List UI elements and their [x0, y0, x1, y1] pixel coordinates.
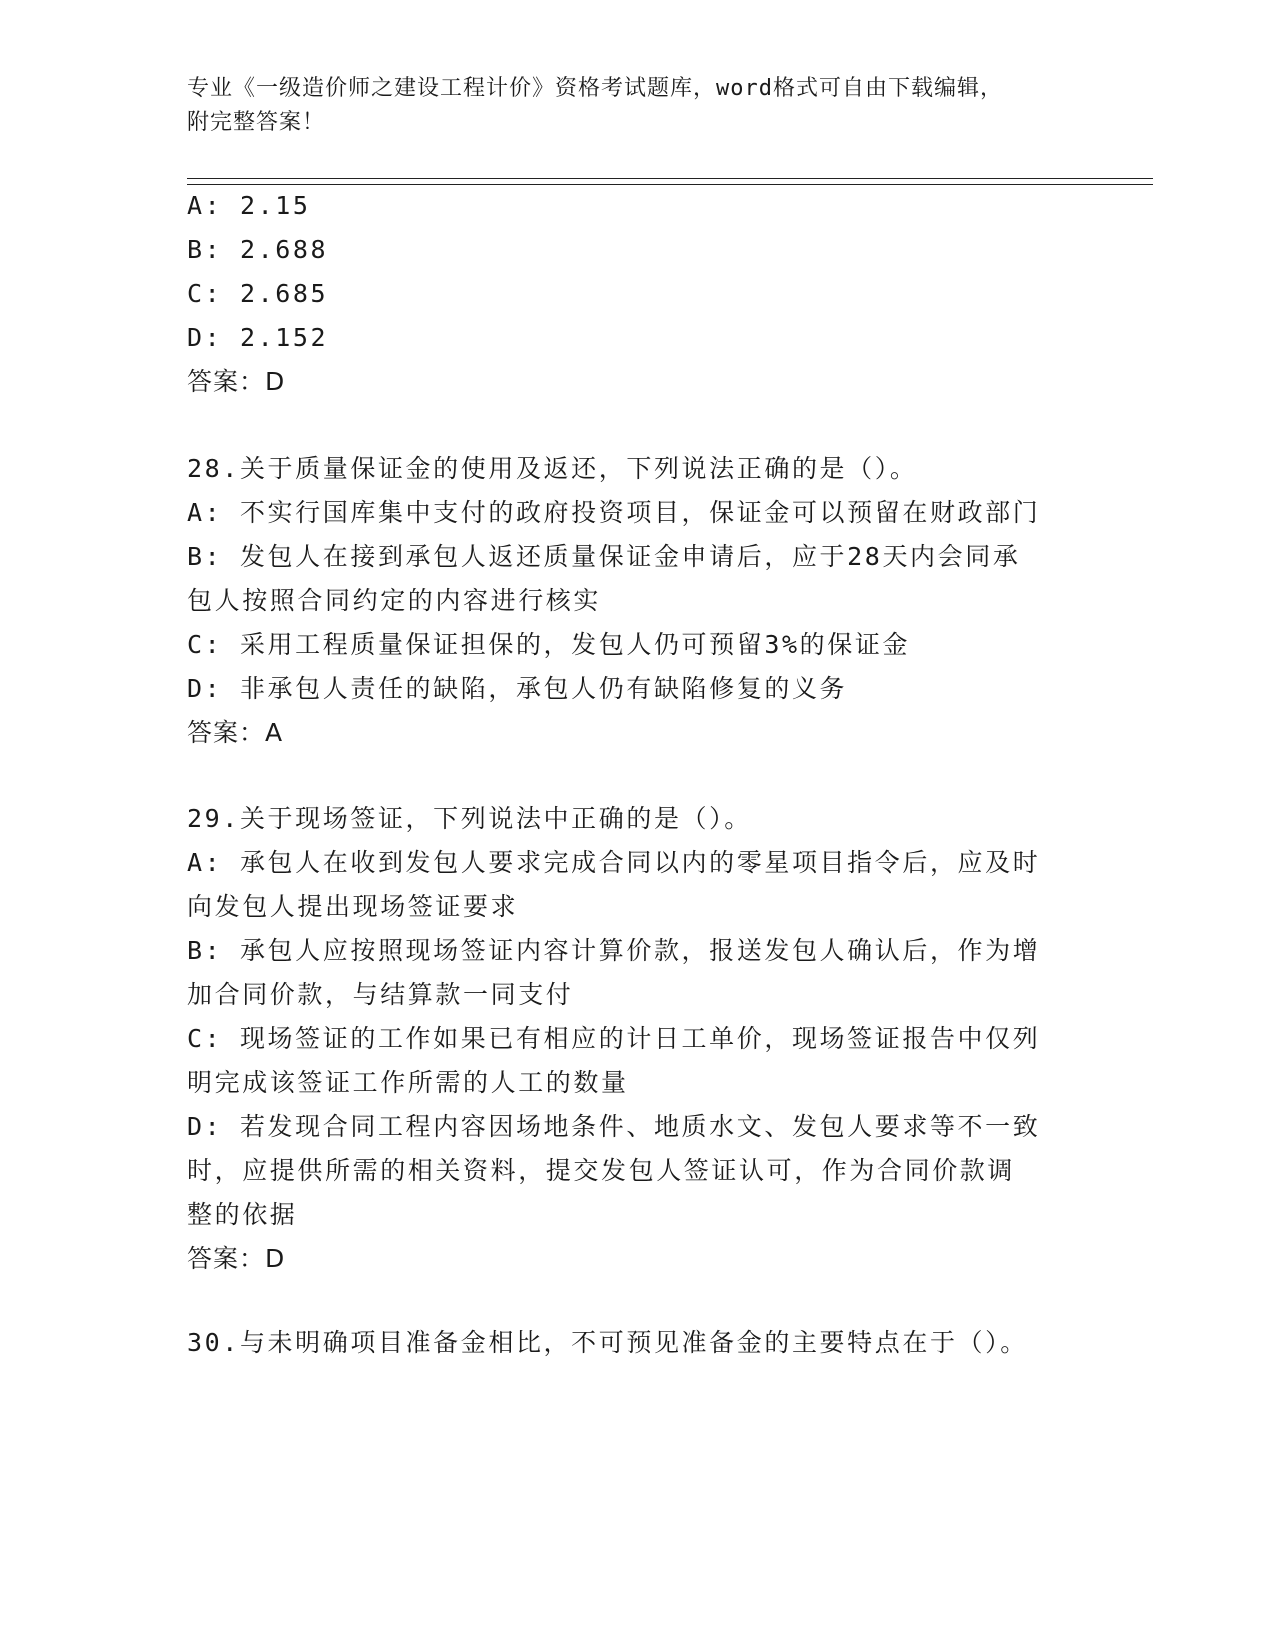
page-header	[187, 72, 1087, 140]
option-c: C: 采用工程质量保证担保的，发包人仍可预留3%的保证金	[187, 630, 911, 659]
option-a: A: 2.15	[187, 191, 311, 220]
option-a: A: 承包人在收到发包人要求完成合同以内的零星项目指令后，应及时	[187, 848, 1041, 877]
option-a: A: 不实行国库集中支付的政府投资项目，保证金可以预留在财政部门	[187, 498, 1041, 527]
option-d: D: 2.152	[187, 323, 329, 352]
option-d: D: 若发现合同工程内容因场地条件、地质水文、发包人要求等不一致	[187, 1112, 1041, 1141]
question-text: 30.与未明确项目准备金相比，不可预见准备金的主要特点在于（）。	[187, 1328, 1028, 1357]
header-line-2: 附完整答案！	[187, 110, 326, 135]
option-d-continued-2: 整的依据	[187, 1200, 298, 1229]
option-d: D: 非承包人责任的缺陷，承包人仍有缺陷修复的义务	[187, 674, 848, 703]
option-b: B: 2.688	[187, 235, 329, 264]
header-divider-bottom	[187, 184, 1153, 185]
option-b: B: 承包人应按照现场签证内容计算价款，报送发包人确认后，作为增	[187, 936, 1041, 965]
option-d-continued: 时，应提供所需的相关资料，提交发包人签证认可，作为合同价款调	[187, 1156, 1016, 1185]
option-c: C: 2.685	[187, 279, 329, 308]
answer: 答案：A	[187, 718, 284, 747]
option-c: C: 现场签证的工作如果已有相应的计日工单价，现场签证报告中仅列	[187, 1024, 1041, 1053]
answer: 答案：D	[187, 367, 286, 396]
header-divider-top	[187, 178, 1153, 179]
option-b-continued: 包人按照合同约定的内容进行核实	[187, 586, 602, 615]
question-text: 29.关于现场签证，下列说法中正确的是（）。	[187, 804, 752, 833]
option-a-continued: 向发包人提出现场签证要求	[187, 892, 519, 921]
option-b: B: 发包人在接到承包人返还质量保证金申请后，应于28天内会同承	[187, 542, 1021, 571]
answer: 答案：D	[187, 1244, 286, 1273]
question-text: 28.关于质量保证金的使用及返还，下列说法正确的是（）。	[187, 454, 918, 483]
option-c-continued: 明完成该签证工作所需的人工的数量	[187, 1068, 629, 1097]
header-line-1: 专业《一级造价师之建设工程计价》资格考试题库，word格式可自由下载编辑，	[187, 76, 1003, 101]
option-b-continued: 加合同价款，与结算款一同支付	[187, 980, 574, 1009]
